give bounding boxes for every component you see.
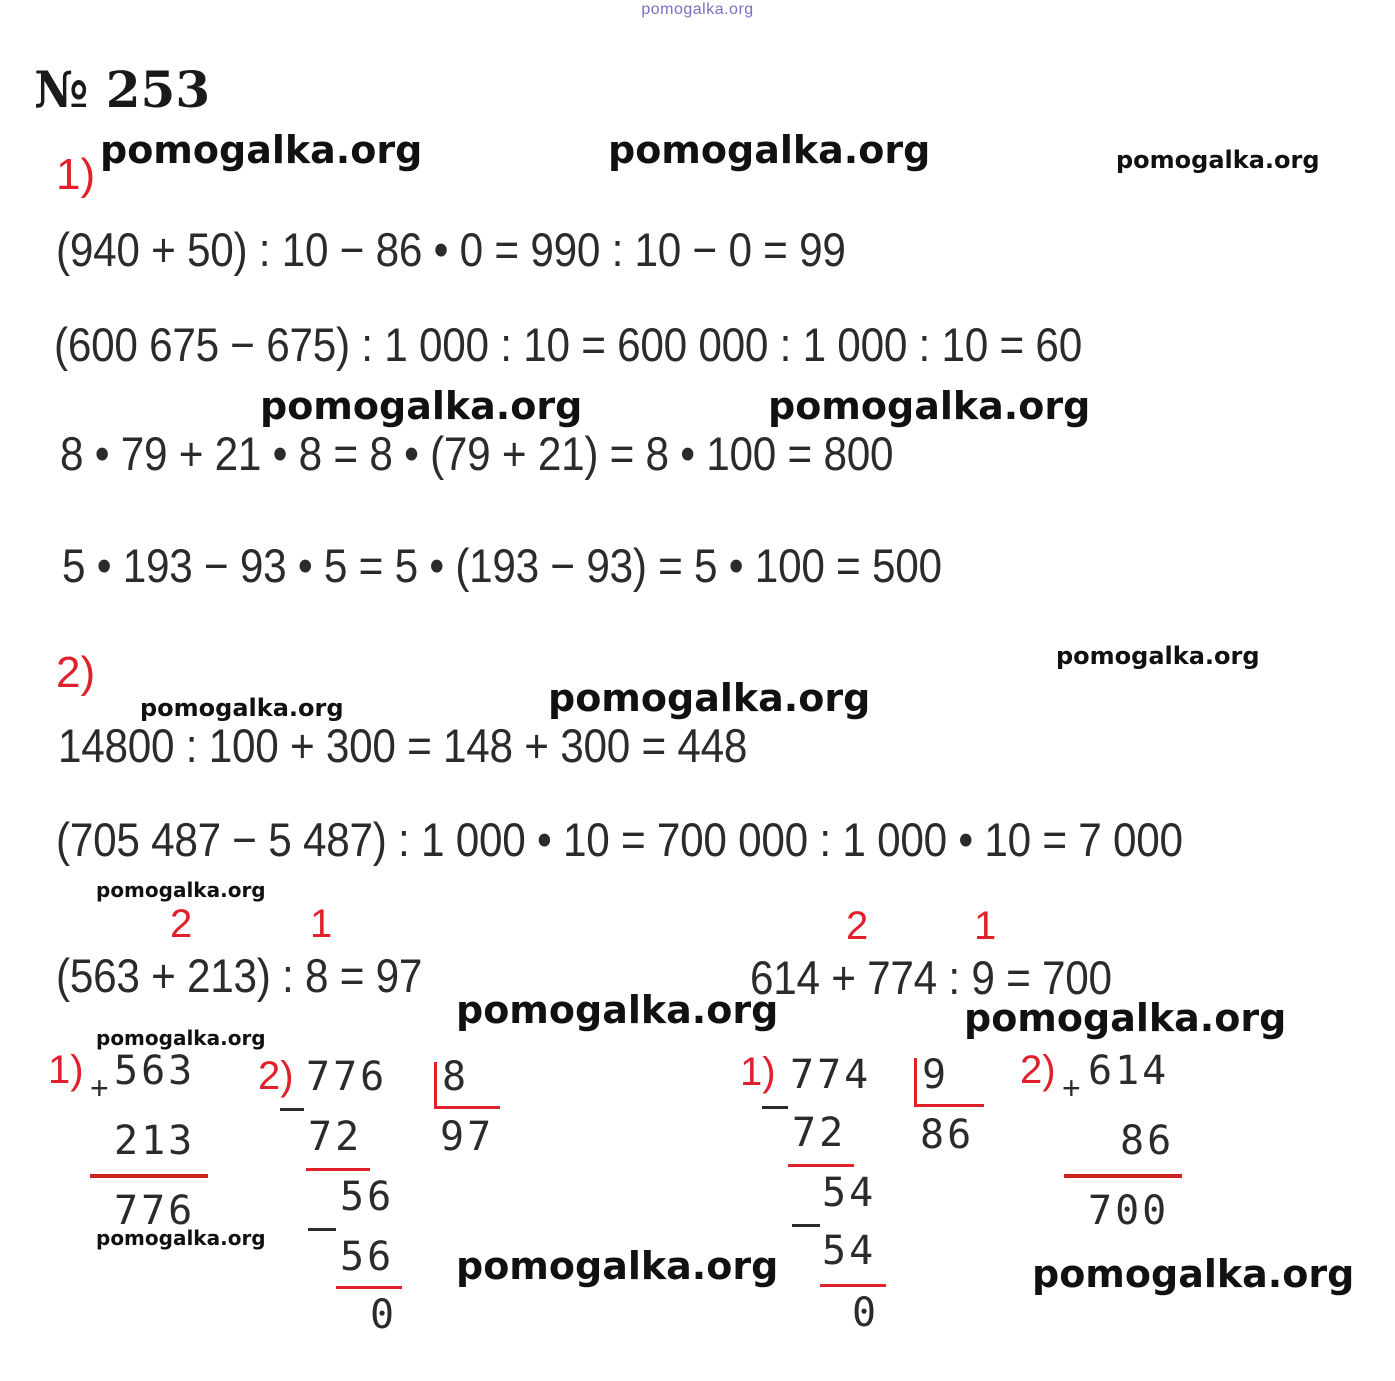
division-bar-horizontal: [914, 1104, 984, 1107]
watermark: pomogalka.org: [96, 1026, 266, 1050]
equation-1: (940 + 50) : 10 − 86 • 0 = 990 : 10 − 0 = 99: [56, 223, 846, 276]
sum: 776: [114, 1188, 196, 1234]
minus-sign: [762, 1106, 788, 1109]
calc-right-add-label: 2): [1020, 1048, 1056, 1092]
plus-sign: +: [90, 1070, 109, 1106]
plus-sign: +: [1062, 1070, 1081, 1106]
equation-8: 614 + 774 : 9 = 700: [750, 951, 1112, 1004]
section-2-label: 2): [56, 648, 96, 697]
equation-4: 5 • 193 − 93 • 5 = 5 • (193 − 93) = 5 • 100 = 500: [62, 539, 942, 592]
watermark: pomogalka.org: [456, 988, 779, 1032]
division-bar-vertical: [434, 1062, 437, 1108]
step-line: [306, 1168, 370, 1171]
watermark: pomogalka.org: [140, 694, 344, 722]
addend-b: 213: [114, 1118, 196, 1164]
step-line: [820, 1284, 886, 1287]
watermark: pomogalka.org: [260, 384, 583, 428]
order-mark: 1: [974, 904, 997, 948]
sum-line: [1064, 1174, 1182, 1178]
division-bar-vertical: [914, 1058, 917, 1106]
equation-6: (705 487 − 5 487) : 1 000 • 10 = 700 000 : 1 000 • 10 = 7 000: [56, 813, 1183, 866]
equation-5: 14800 : 100 + 300 = 148 + 300 = 448: [58, 719, 748, 772]
addend-b: 86: [1120, 1118, 1175, 1164]
partial-dividend: 56: [340, 1174, 395, 1220]
sum-line: [90, 1174, 208, 1178]
watermark: pomogalka.org: [100, 128, 423, 172]
equation-2: (600 675 − 675) : 1 000 : 10 = 600 000 : 1 000 : 10 = 60: [54, 318, 1082, 371]
minus-sign: [280, 1108, 304, 1111]
watermark: pomogalka.org: [964, 996, 1287, 1040]
divisor: 8: [442, 1054, 470, 1100]
watermark: pomogalka.org: [96, 878, 266, 902]
division-bar-horizontal: [434, 1106, 500, 1109]
minus-sign: [308, 1228, 336, 1231]
addend-a: 563: [114, 1048, 196, 1094]
subtrahend-2: 56: [340, 1234, 395, 1280]
order-mark: 2: [846, 904, 869, 948]
subtrahend-1: 72: [308, 1114, 363, 1160]
watermark: pomogalka.org: [1116, 146, 1320, 174]
minus-sign: [792, 1224, 820, 1227]
order-mark: 1: [310, 902, 333, 946]
dividend: 774: [790, 1052, 872, 1098]
partial-dividend: 54: [822, 1170, 877, 1216]
equation-7: (563 + 213) : 8 = 97: [56, 949, 423, 1002]
watermark: pomogalka.org: [548, 676, 871, 720]
top-watermark: pomogalka.org: [641, 1, 754, 18]
watermark: pomogalka.org: [1032, 1252, 1355, 1296]
watermark: pomogalka.org: [96, 1226, 266, 1250]
remainder: 0: [370, 1292, 398, 1338]
calc-left-add-label: 1): [48, 1048, 84, 1092]
watermark: pomogalka.org: [1056, 642, 1260, 670]
order-mark: 2: [170, 902, 193, 946]
watermark: pomogalka.org: [456, 1244, 779, 1288]
watermark: pomogalka.org: [608, 128, 931, 172]
section-1-label: 1): [56, 150, 96, 199]
subtrahend-2: 54: [822, 1228, 877, 1274]
equation-3: 8 • 79 + 21 • 8 = 8 • (79 + 21) = 8 • 100 = 800: [60, 427, 894, 480]
divisor: 9: [922, 1052, 950, 1098]
problem-title: № 253: [34, 60, 211, 119]
quotient: 97: [440, 1114, 495, 1160]
addend-a: 614: [1088, 1048, 1170, 1094]
calc-right-div-label: 1): [740, 1050, 776, 1094]
sum: 700: [1088, 1188, 1170, 1234]
subtrahend-1: 72: [792, 1110, 847, 1156]
step-line: [788, 1164, 854, 1167]
dividend: 776: [306, 1054, 388, 1100]
remainder: 0: [852, 1290, 880, 1336]
watermark: pomogalka.org: [768, 384, 1091, 428]
quotient: 86: [920, 1112, 975, 1158]
step-line: [336, 1286, 402, 1289]
calc-left-div-label: 2): [258, 1054, 294, 1098]
